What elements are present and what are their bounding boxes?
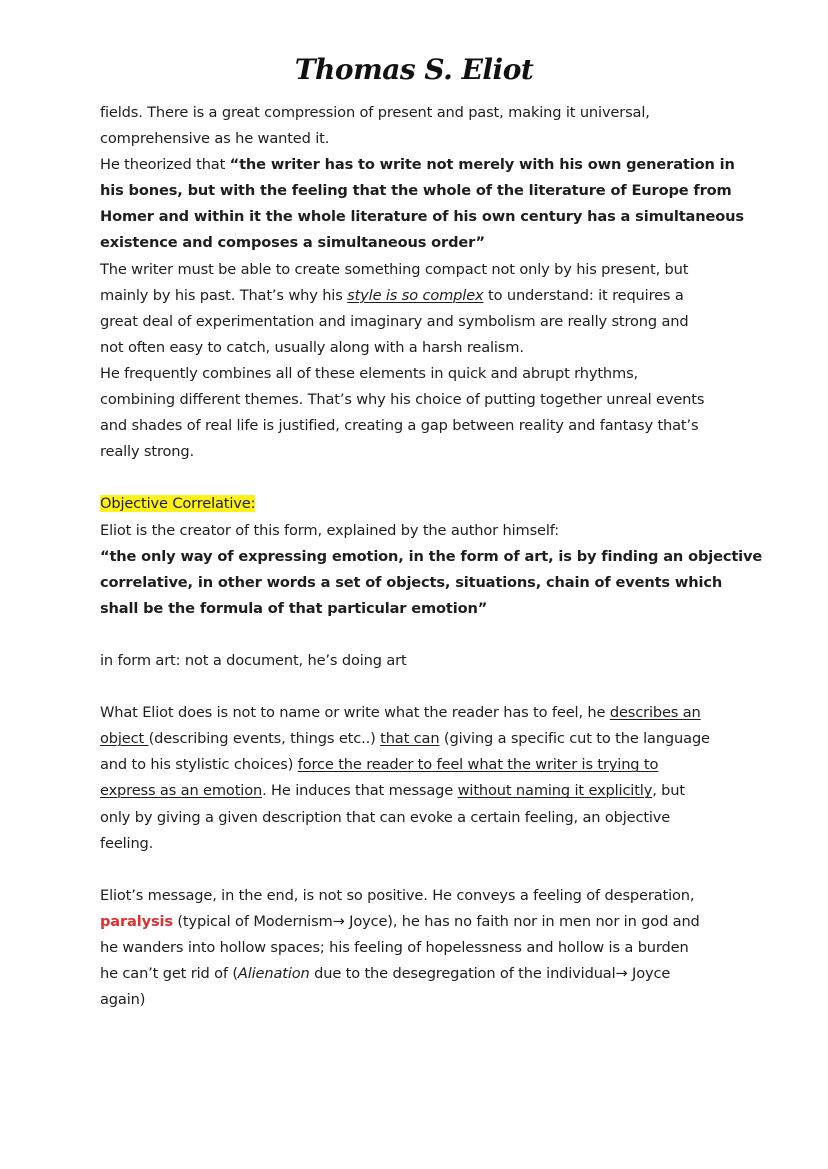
text-span: and to his stylistic choices) [100,756,298,774]
text-line [100,518,740,544]
text-span: (giving a specific cut to the language [439,730,710,748]
quote-line [100,570,740,596]
text-line [100,987,740,1013]
quote-line [100,178,740,204]
text-line [100,935,740,961]
text-span: mainly by his past. That’s why his [100,286,348,304]
text-span: and shades of real life is justified, creating a gap between reality and fantasy that’s [100,417,699,435]
text-line [100,100,740,126]
text-span: due to the desegregation of the individual→ Joyce [309,965,671,983]
text-span: only by giving a given description that can evoke a certain feeling, an objective [100,808,671,826]
text-line [100,257,740,283]
text-span: He theorized that [100,156,230,174]
quote-text: Homer and within it the whole literature of his own century has a simultaneous [100,208,744,226]
red-keyword: paralysis [100,912,173,930]
underlined-text: that can [380,730,440,748]
quote-line [100,204,744,230]
text-line [100,126,740,152]
text-line [100,361,740,387]
text-line [100,387,740,413]
text-line [100,883,740,909]
text-line [100,439,740,465]
text-line [100,961,740,987]
section-heading [100,491,740,517]
text-line [100,909,740,935]
quote-text: “the writer has to write not merely with his own generation in [229,156,735,174]
text-line [100,831,740,857]
quote-text: correlative, in other words a set of objects, situations, chain of events which [100,573,723,591]
text-span: What Eliot does is not to name or write what the reader has to feel, he [100,704,610,722]
text-span: He frequently combines all of these elements in quick and abrupt rhythms, [100,364,639,382]
quote-text: existence and composes a simultaneous order” [100,234,485,252]
text-span: . He induces that message [262,782,458,800]
highlighted-heading: Objective Correlative: [100,495,256,513]
text-span: he can’t get rid of ( [100,965,238,983]
text-line [100,700,740,726]
text-span: great deal of experimentation and imaginary and symbolism are really strong and [100,312,689,330]
quote-text: his bones, but with the feeling that the whole of the literature of Europe from [100,182,732,200]
text-line [100,648,740,674]
quote-text: “the only way of expressing emotion, in the form of art, is by finding an objective [100,547,763,565]
emphasis-text: style is so complex [347,286,484,304]
underlined-text: object [100,730,149,748]
quote-line [100,596,740,622]
text-span: The writer must be able to create something compact not only by his present, but [100,260,689,278]
note-text: in form art: not a document, he’s doing art [100,651,407,669]
quote-text: shall be the formula of that particular emotion” [100,599,488,617]
underlined-text: force the reader to feel what the writer is trying to [297,756,659,774]
text-span: (typical of Modernism→ Joyce), he has no faith nor in men nor in god and [172,912,700,930]
text-span: , but [652,782,685,800]
text-span: (describing events, things etc..) [148,730,381,748]
text-span: again) [100,991,146,1009]
quote-line [100,230,740,256]
text-span: to understand: it requires a [483,286,684,304]
spacer [100,465,740,491]
spacer [100,622,740,648]
document-body [100,100,763,1013]
text-span: Eliot’s message, in the end, is not so positive. He conveys a feeling of desperation, [100,886,695,904]
underlined-text: describes an [609,704,701,722]
quote-line [100,544,763,570]
text-span: feeling. [100,834,154,852]
text-line [100,283,740,309]
text-line [100,152,740,178]
text-span: comprehensive as he wanted it. [100,130,330,148]
text-span: Eliot is the creator of this form, explained by the author himself: [100,521,560,539]
page-title: Thomas S. Eliot [294,53,534,86]
text-line [100,335,740,361]
text-line [100,413,740,439]
underlined-text: without naming it explicitly [457,782,653,800]
underlined-text: express as an emotion [100,782,263,800]
text-span: fields. There is a great compression of present and past, making it universal, [100,104,650,121]
text-span: really strong. [100,443,194,461]
text-span: not often easy to catch, usually along with a harsh realism. [100,338,524,356]
text-line [100,752,740,778]
text-line [100,726,740,752]
text-line [100,778,740,804]
spacer [100,674,740,700]
text-span: he wanders into hollow spaces; his feeling of hopelessness and hollow is a burden [100,939,689,956]
italic-keyword: Alienation [237,965,310,983]
text-line [100,805,740,831]
text-line [100,309,740,335]
spacer [100,857,740,883]
text-span: combining different themes. That’s why his choice of putting together unreal events [100,391,705,409]
